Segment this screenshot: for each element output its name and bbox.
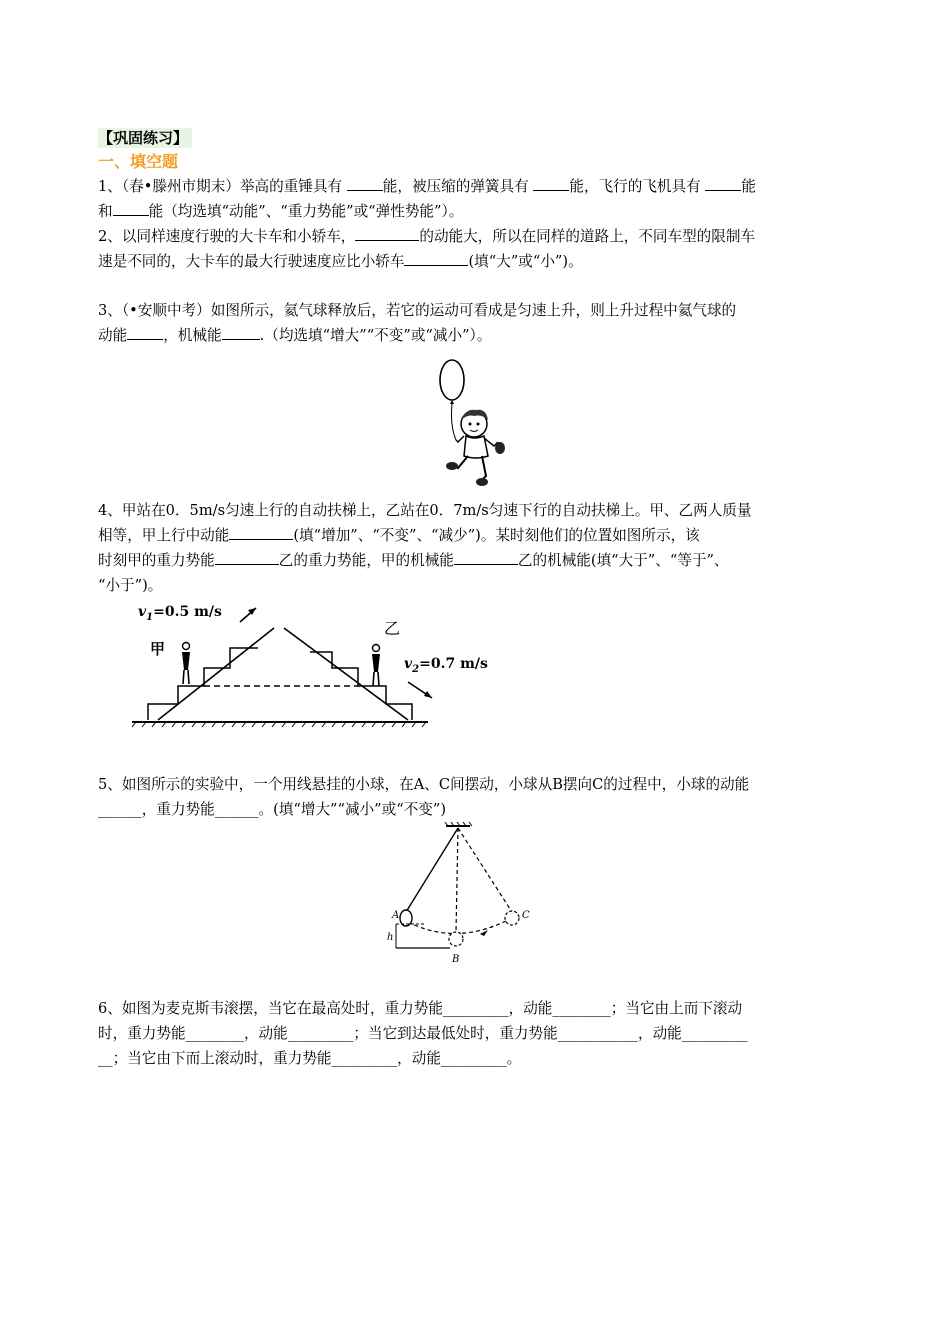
- label-a: A: [392, 910, 400, 921]
- blank[interactable]: [533, 176, 569, 191]
- question-2: 2、以同样速度行驶的大卡车和小轿车， 的动能大，所以在同样的道路上，不同车型的限制车 速是不同的，大卡车的最大行驶速度应比小轿车 (填“大”或“小”)。: [98, 228, 756, 270]
- blank[interactable]: [229, 525, 293, 540]
- escalator-figure: [128, 594, 488, 736]
- blank[interactable]: [454, 550, 518, 565]
- label-c: C: [522, 910, 530, 921]
- question-6: 6、如图为麦克斯韦滚摆，当它在最高处时，重力势能_________，动能________；当它由上而下滚动 时，重力势能________，动能_________；当它到达最低处时，重力势能___________，动能_________ __；当它由下而上滚动时，重力势能_________，动能_________。: [98, 1000, 748, 1067]
- blank[interactable]: [355, 226, 419, 241]
- pendulum-figure: [384, 822, 534, 968]
- blank[interactable]: [705, 176, 741, 191]
- jia-label: 甲: [150, 640, 166, 658]
- section-tag: 【巩固练习】: [98, 128, 192, 148]
- v2-label: $v_2=0.7$ m/s: [404, 656, 488, 675]
- blank[interactable]: [404, 251, 468, 266]
- blank[interactable]: [127, 325, 163, 340]
- question-3: 3、（•安顺中考）如图所示，氦气球释放后，若它的运动可看成是匀速上升，则上升过程中氦气球的 动能 ，机械能 .（均选填“增大”“不变”或“减小”）。: [98, 302, 737, 344]
- balloon-figure: [428, 356, 508, 488]
- blank[interactable]: [347, 176, 383, 191]
- blank[interactable]: [222, 325, 260, 340]
- v1-label: $v_1=0.5$ m/s: [138, 604, 222, 623]
- label-b: B: [452, 954, 460, 965]
- question-1: 1、（春•滕州市期末）举高的重锤具有 能，被压缩的弹簧具有 能，飞行的飞机具有 能 和 能（均选填“动能”、“重力势能”或“弹性势能”）。: [98, 178, 756, 220]
- blank[interactable]: [113, 201, 149, 216]
- question-5: 5、如图所示的实验中，一个用线悬挂的小球，在A、C间摆动，小球从B摆向C的过程中，小球的动能 ______，重力势能______。(填“增大”“减小”或“不变”): [98, 776, 750, 818]
- label-h: h: [387, 932, 394, 943]
- person-jia: [182, 643, 190, 685]
- yi-label: 乙: [384, 619, 401, 638]
- question-4: 4、甲站在0．5m/s匀速上行的自动扶梯上，乙站在0．7m/s匀速下行的自动扶梯上。甲、乙两人质量 相等，甲上行中动能 (填“增加”、“不变”、“减少”)。某时刻他们的位置如图所示，该 时刻甲的重力势能 乙的重力势能，甲的机械能 乙的机械能(填“大于”、“等于”、 “小于”)。: [98, 502, 752, 594]
- blank[interactable]: [215, 550, 279, 565]
- section-title: 一、填空题: [98, 152, 179, 171]
- person-yi: [372, 645, 380, 687]
